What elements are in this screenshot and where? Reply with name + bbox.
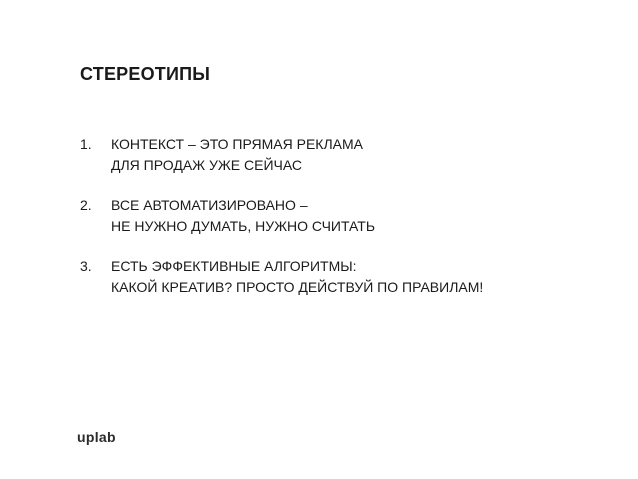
list-item-number: 2. [80,197,92,213]
list-item-line: ДЛЯ ПРОДАЖ УЖЕ СЕЙЧАС [111,157,303,173]
stereotype-list [80,134,483,317]
uplab-logo: uplab [77,429,116,445]
list-item-line: ВСЕ АВТОМАТИЗИРОВАНО – [111,197,308,213]
list-item [80,256,483,298]
list-item-line: ЕСТЬ ЭФФЕКТИВНЫЕ АЛГОРИТМЫ: [111,258,357,274]
list-item [80,195,483,237]
slide-title: СТЕРЕОТИПЫ [80,64,211,84]
list-item-number: 1. [80,136,92,152]
list-item-number: 3. [80,258,92,274]
list-item-line: КАКОЙ КРЕАТИВ? ПРОСТО ДЕЙСТВУЙ ПО ПРАВИЛАМ! [111,279,484,295]
list-item [80,134,483,176]
list-item-line: КОНТЕКСТ – ЭТО ПРЯМАЯ РЕКЛАМА [111,136,363,152]
list-item-line: НЕ НУЖНО ДУМАТЬ, НУЖНО СЧИТАТЬ [111,218,376,234]
